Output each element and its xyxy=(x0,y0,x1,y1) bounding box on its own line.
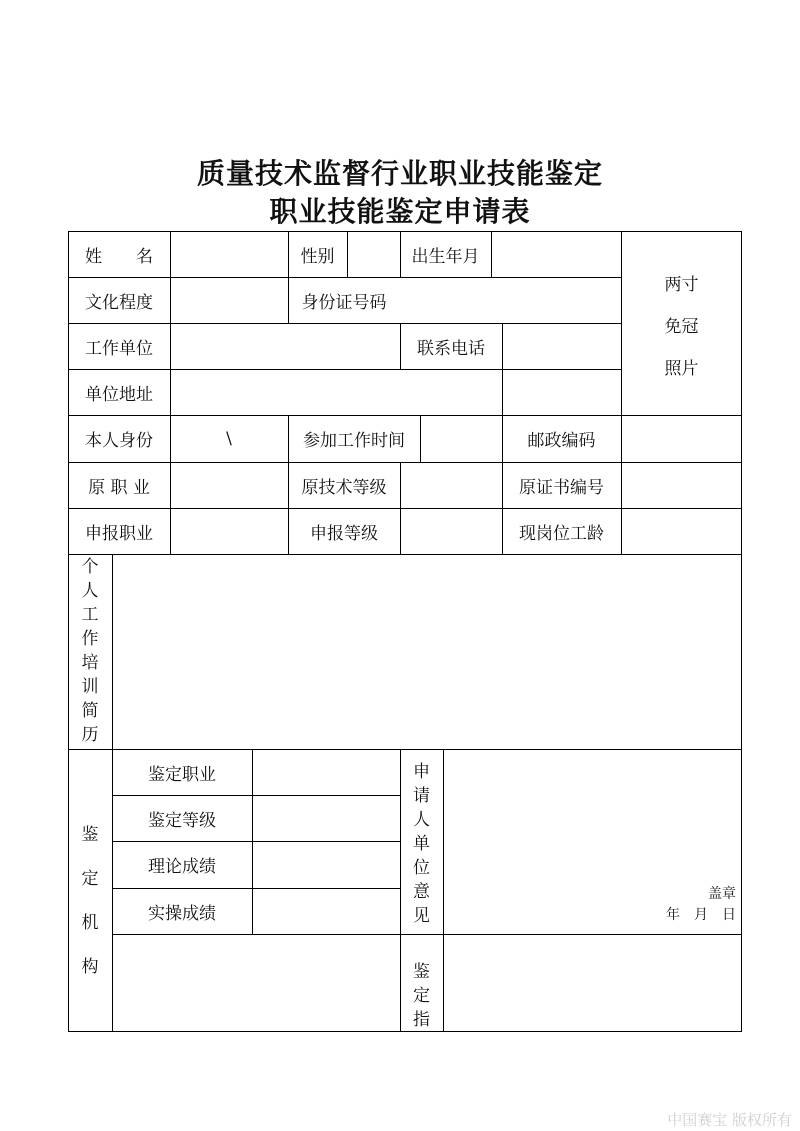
history-char: 简 xyxy=(81,701,99,721)
photo-label-1: 两寸 xyxy=(664,275,699,295)
title-line-1: 质量技术监督行业职业技能鉴定 xyxy=(196,157,603,190)
id-number-field[interactable] xyxy=(401,278,621,323)
seal-label: 盖章 xyxy=(708,886,736,902)
opinion-char: 申 xyxy=(413,762,430,782)
appraisal-guide-label xyxy=(400,960,443,1032)
employer-label: 工作单位 xyxy=(85,338,153,359)
opinion-char: 见 xyxy=(413,906,430,926)
history-char: 个 xyxy=(81,557,99,577)
birth-field[interactable] xyxy=(492,232,621,277)
history-char: 作 xyxy=(81,629,99,649)
id-number-label: 身份证号码 xyxy=(301,292,387,313)
birth-label: 出生年月 xyxy=(411,246,480,267)
orig-occupation-label: 原 职 业 xyxy=(88,477,150,498)
photo-label-3: 照片 xyxy=(664,359,699,379)
orig-grade-label: 原技术等级 xyxy=(301,477,387,498)
practical-score-field[interactable] xyxy=(253,889,400,934)
gender-field[interactable] xyxy=(348,232,400,277)
history-char: 人 xyxy=(81,581,99,601)
agency-label xyxy=(68,813,112,989)
appraisal-guide-field[interactable] xyxy=(444,935,742,1032)
date-label: 年 月 日 xyxy=(666,907,736,923)
orig-cert-label: 原证书编号 xyxy=(519,477,604,498)
education-field[interactable] xyxy=(171,278,288,323)
practical-score-label: 实操成绩 xyxy=(148,903,216,924)
address-field[interactable] xyxy=(171,370,502,415)
guide-char: 指 xyxy=(413,1010,430,1030)
theory-score-label: 理论成绩 xyxy=(148,857,216,877)
identity-label: 本人身份 xyxy=(85,431,153,451)
history-label xyxy=(68,555,112,747)
opinion-char: 单 xyxy=(413,834,430,854)
theory-score-field[interactable] xyxy=(253,842,400,888)
opinion-char: 人 xyxy=(413,810,430,830)
postcode-label: 邮政编码 xyxy=(527,431,596,451)
history-char: 历 xyxy=(81,725,99,745)
history-field[interactable] xyxy=(113,555,742,749)
history-char: 工 xyxy=(81,605,99,625)
identity-value[interactable]: \ xyxy=(226,428,232,449)
guide-char: 定 xyxy=(413,986,430,1006)
appraisal-occupation-label: 鉴定职业 xyxy=(148,764,216,785)
name-label: 姓 名 xyxy=(85,246,153,267)
employer-field[interactable] xyxy=(171,324,400,369)
apply-grade-field[interactable] xyxy=(401,509,502,554)
appraisal-grade-label: 鉴定等级 xyxy=(148,810,216,831)
history-char: 培 xyxy=(81,653,99,673)
title-line-2: 职业技能鉴定申请表 xyxy=(269,195,531,228)
opinion-char: 位 xyxy=(413,858,430,878)
orig-cert-field[interactable] xyxy=(622,463,742,508)
photo-box[interactable] xyxy=(621,264,742,390)
address-label: 单位地址 xyxy=(85,384,153,405)
opinion-char: 请 xyxy=(413,786,430,806)
photo-label-2: 免冠 xyxy=(664,317,699,337)
history-char: 训 xyxy=(81,677,99,697)
postcode-field[interactable] xyxy=(622,416,742,462)
appraisal-occupation-field[interactable] xyxy=(253,750,400,795)
phone-label: 联系电话 xyxy=(417,338,485,359)
apply-occupation-label: 申报职业 xyxy=(85,523,153,544)
orig-occupation-field[interactable] xyxy=(171,463,288,508)
agency-char: 构 xyxy=(81,957,99,977)
apply-occupation-field[interactable] xyxy=(171,509,288,554)
employer-opinion-label xyxy=(400,760,443,928)
work-start-label: 参加工作时间 xyxy=(303,431,405,451)
agency-char: 定 xyxy=(81,869,99,889)
guide-char: 鉴 xyxy=(413,962,430,982)
agency-char: 机 xyxy=(81,913,99,933)
agency-char: 鉴 xyxy=(81,825,99,845)
agency-notes-field[interactable] xyxy=(113,935,400,1032)
appraisal-grade-field[interactable] xyxy=(253,796,400,841)
gender-label: 性别 xyxy=(300,246,335,267)
work-start-field[interactable] xyxy=(421,416,502,462)
phone-field[interactable] xyxy=(503,324,621,369)
opinion-char: 意 xyxy=(413,882,430,902)
apply-grade-label: 申报等级 xyxy=(310,523,378,544)
watermark: 中国赛宝 版权所有 xyxy=(667,1111,792,1129)
seniority-field[interactable] xyxy=(622,509,742,554)
education-label: 文化程度 xyxy=(85,292,153,313)
name-field[interactable] xyxy=(171,232,288,277)
orig-grade-field[interactable] xyxy=(401,463,502,508)
seniority-label: 现岗位工龄 xyxy=(519,523,604,544)
